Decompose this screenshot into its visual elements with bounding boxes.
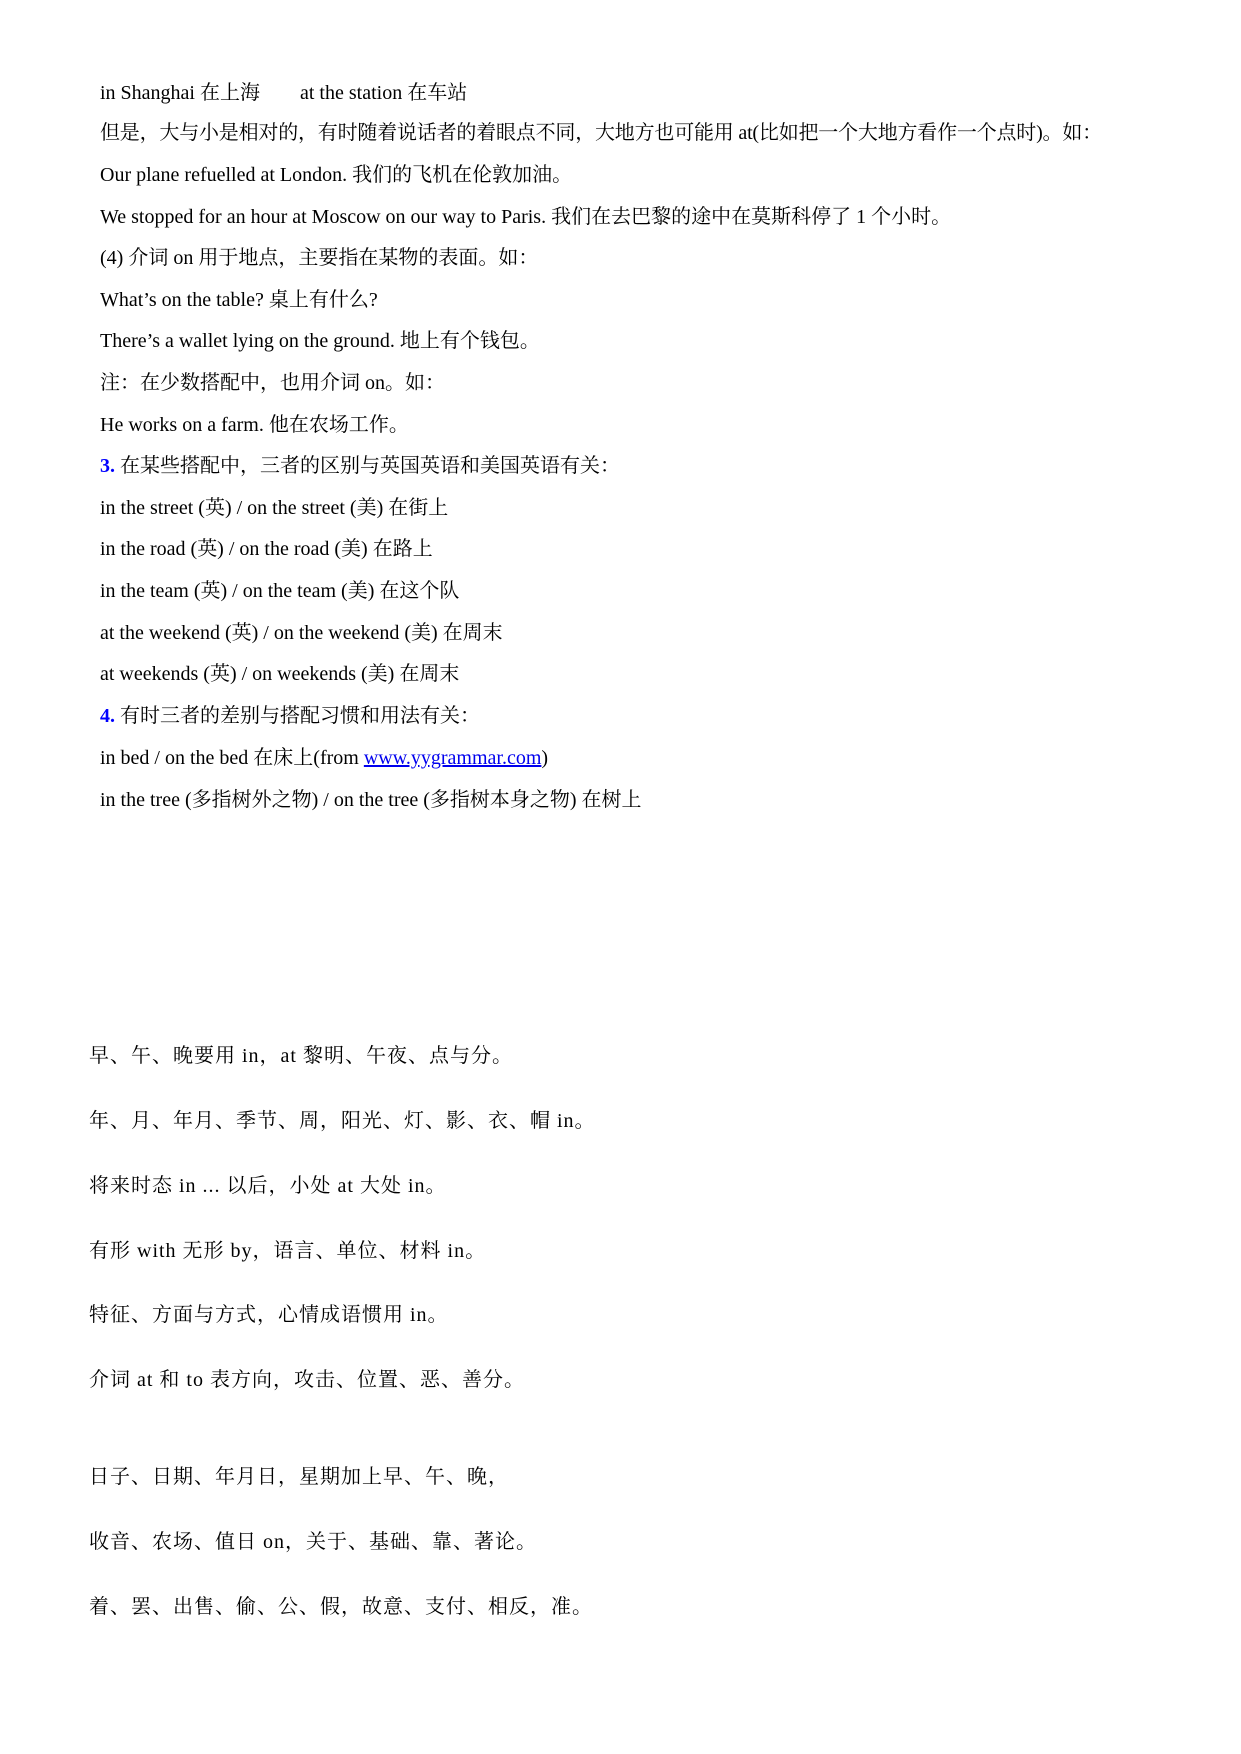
text-line: We stopped for an hour at Moscow on our way to Paris. 我们在去巴黎的途中在莫斯科停了 1 个小时。 (100, 206, 952, 228)
text-line: He works on a farm. 他在农场工作。 (100, 414, 409, 436)
text-line (100, 80, 467, 106)
text-line-part: in Shanghai 在上海 (100, 82, 260, 104)
section-number: 3. (100, 455, 115, 477)
rhyme-line: 日子、日期、年月日，星期加上早、午、晚， (89, 1466, 509, 1488)
text-line: in the street (英) / on the street (美) 在街上 (100, 497, 449, 519)
section-heading (100, 453, 620, 479)
text-line: There’s a wallet lying on the ground. 地上有个钱包。 (100, 330, 540, 352)
section-heading (100, 703, 480, 729)
section-number: 4. (100, 705, 115, 727)
text-line: 但是，大与小是相对的，有时随着说话者的着眼点不同，大地方也可能用 at(比如把一个大地方看作一个点时)。如： (100, 122, 1102, 144)
text-line: at the weekend (英) / on the weekend (美) 在周末 (100, 622, 503, 644)
section-heading-text: 有时三者的差别与搭配习惯和用法有关： (115, 705, 480, 727)
text-line (100, 745, 548, 771)
rhyme-line: 介词 at 和 to 表方向，攻击、位置、恶、善分。 (89, 1369, 525, 1391)
text-line: What’s on the table? 桌上有什么? (100, 289, 378, 311)
website-link[interactable]: www.yygrammar.com (363, 747, 542, 769)
rhyme-line: 有形 with 无形 by，语言、单位、材料 in。 (89, 1240, 487, 1262)
text-line: in the tree (多指树外之物) / on the tree (多指树本身之物) 在树上 (100, 789, 642, 811)
text-line: 注：在少数搭配中，也用介词 on。如： (100, 372, 445, 394)
rhyme-line: 将来时态 in ... 以后，小处 at 大处 in。 (89, 1175, 447, 1197)
text-line: at weekends (英) / on weekends (美) 在周末 (100, 663, 460, 685)
text-line-part: ) (541, 747, 549, 769)
text-line: (4) 介词 on 用于地点，主要指在某物的表面。如： (100, 247, 539, 269)
section-heading-text: 在某些搭配中，三者的区别与英国英语和美国英语有关： (115, 455, 620, 477)
rhyme-line: 收音、农场、值日 on，关于、基础、靠、著论。 (89, 1531, 537, 1553)
rhyme-line: 着、罢、出售、偷、公、假，故意、支付、相反，准。 (89, 1596, 593, 1618)
text-line-part: in bed / on the bed 在床上(from (100, 747, 364, 769)
rhyme-line: 年、月、年月、季节、周，阳光、灯、影、衣、帽 in。 (89, 1110, 596, 1132)
rhyme-line: 早、午、晚要用 in，at 黎明、午夜、点与分。 (89, 1045, 513, 1067)
rhyme-line: 特征、方面与方式，心情成语惯用 in。 (89, 1304, 449, 1326)
text-line: in the road (英) / on the road (美) 在路上 (100, 538, 433, 560)
text-line-part: at the station 在车站 (300, 82, 468, 104)
text-line: in the team (英) / on the team (美) 在这个队 (100, 580, 460, 602)
text-line: Our plane refuelled at London. 我们的飞机在伦敦加油。 (100, 164, 573, 186)
